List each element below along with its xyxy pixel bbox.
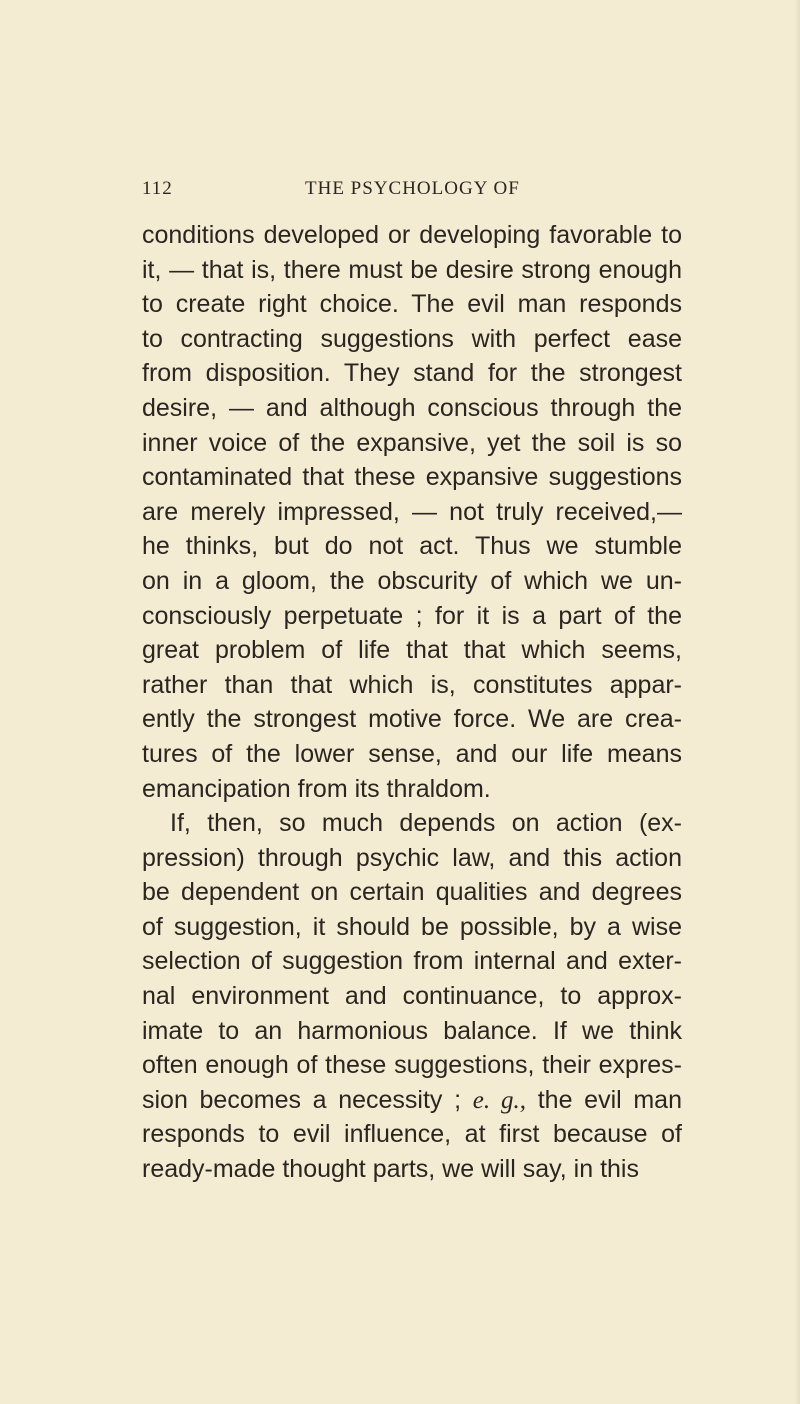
text-line: imate to an harmonious balance. If we think bbox=[142, 1016, 682, 1045]
line-segment: the evil man bbox=[526, 1085, 682, 1114]
text-line: responds to evil influence, at first because of bbox=[142, 1120, 682, 1149]
text-line: desire, — and although conscious through the bbox=[142, 393, 682, 422]
text-line: are merely impressed, — not truly received,— bbox=[142, 497, 682, 526]
text-line: to create right choice. The evil man responds bbox=[142, 290, 682, 319]
text-line: consciously perpetuate ; for it is a part of the bbox=[142, 601, 682, 630]
text-line: conditions developed or developing favorable to bbox=[142, 221, 682, 249]
page-number: 112 bbox=[142, 178, 173, 199]
text-line-with-italic bbox=[142, 1083, 682, 1118]
text-line: rather than that which is, constitutes appar- bbox=[142, 670, 682, 699]
text-line: of suggestion, it should be possible, by a wise bbox=[142, 912, 682, 941]
text-line: from disposition. They stand for the strongest bbox=[142, 359, 682, 388]
page-edge-shadow bbox=[794, 0, 800, 1404]
line-segment: sion becomes a necessity ; bbox=[142, 1085, 462, 1114]
text-line: pression) through psychic law, and this action bbox=[142, 843, 682, 872]
text-line: to contracting suggestions with perfect ease bbox=[142, 324, 682, 353]
text-line: ready-made thought parts, we will say, in this bbox=[142, 1155, 639, 1184]
text-line: he thinks, but do not act. Thus we stumble bbox=[142, 532, 682, 561]
body-text bbox=[142, 218, 682, 1187]
paragraph-end-line: emancipation from its thraldom. bbox=[142, 774, 491, 803]
text-line: inner voice of the expansive, yet the soil is so bbox=[142, 428, 682, 457]
text-line: selection of suggestion from internal and exter- bbox=[142, 947, 682, 976]
text-line: contaminated that these expansive suggestions bbox=[142, 463, 682, 492]
text-line: often enough of these suggestions, their expres- bbox=[142, 1051, 682, 1080]
italic-abbreviation: e. g., bbox=[472, 1086, 527, 1114]
text-line: be dependent on certain qualities and degrees bbox=[142, 878, 682, 907]
text-line: tures of the lower sense, and our life means bbox=[142, 739, 682, 768]
text-line: it, — that is, there must be desire strong enough bbox=[142, 255, 682, 284]
text-line: great problem of life that that which seems, bbox=[142, 636, 682, 665]
paragraph-start-line: If, then, so much depends on action (ex- bbox=[170, 809, 682, 838]
header-title: THE PSYCHOLOGY OF bbox=[305, 178, 520, 199]
text-line: nal environment and continuance, to approx- bbox=[142, 982, 682, 1011]
text-line: on in a gloom, the obscurity of which we un- bbox=[142, 566, 682, 595]
running-head bbox=[142, 174, 682, 206]
text-line: ently the strongest motive force. We are crea- bbox=[142, 705, 682, 734]
